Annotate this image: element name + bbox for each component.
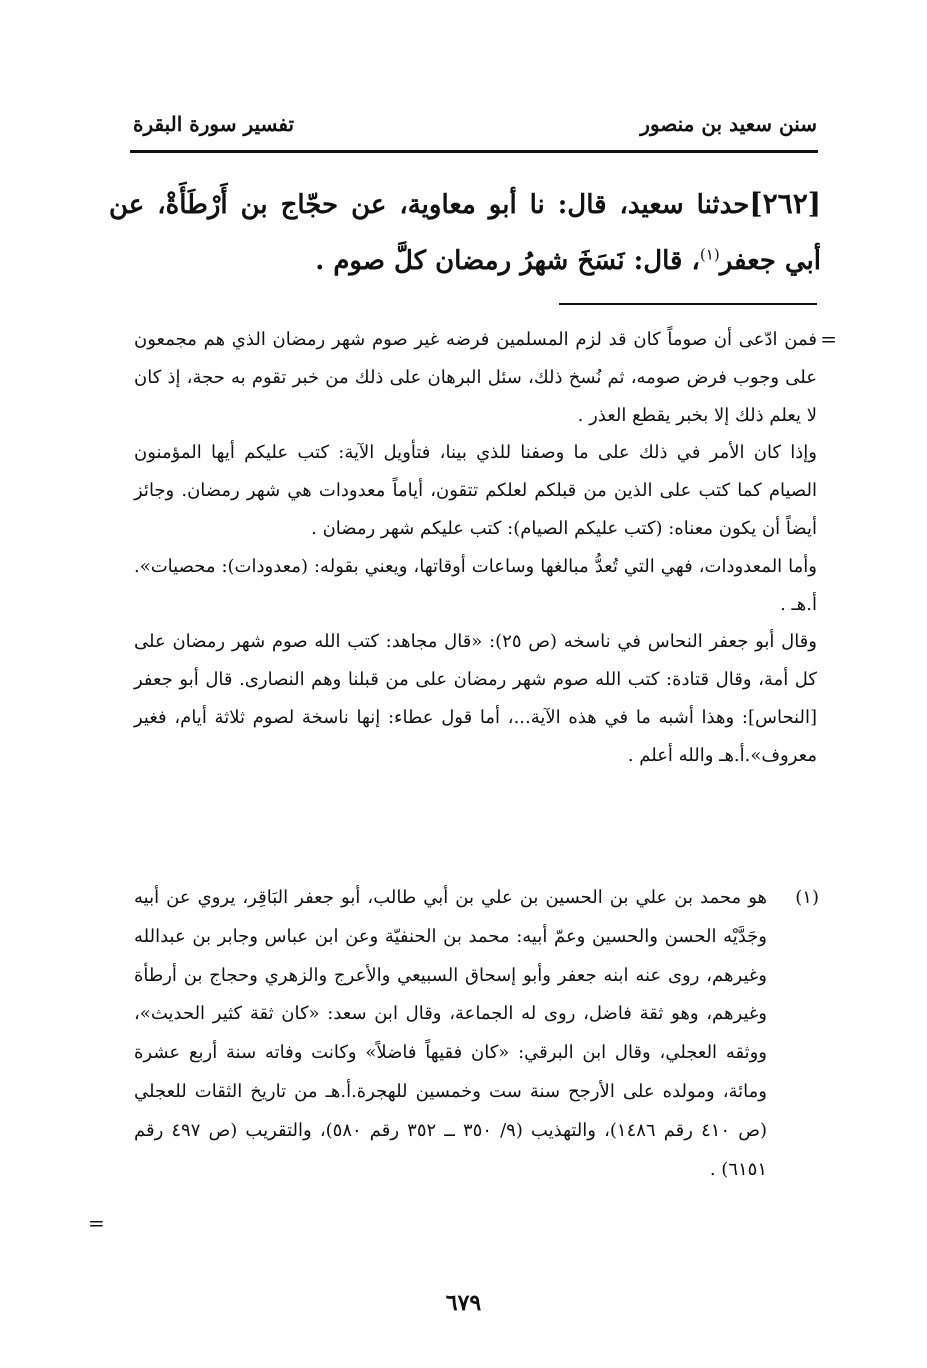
hadith-text <box>109 176 821 289</box>
footnote-separator <box>559 303 817 305</box>
header-rule <box>130 150 818 153</box>
footnotes-continuation <box>134 321 817 775</box>
hadith-matn: نَسَخَ شهرُ رمضان كلَّ صوم <box>333 246 625 276</box>
footnote-paragraph: وقال أبو جعفر النحاس في ناسخه (ص ٢٥): «قال مجاهد: كتب الله صوم شهر رمضان على كل أمة، وقال قتادة: كتب الله صوم شهر رمضان على من قبلنا وهم النصارى. قال أبو جعفر [النحاس]: وهذا أشبه ما في هذه الآية...، أما قول عطاء: إنها ناسخة لصوم ثلاثة أيام، فغير معروف».أ.هـ والله أعلم . <box>134 631 817 766</box>
footnote-paragraph: هو محمد بن علي بن الحسين بن علي بن أبي طالب، أبو جعفر البَاقِر، يروي عن أبيه وجَدَّيْه الحسن والحسين وعمّ أبيه: محمد بن الحنفيّة وعن ابن عباس وجابر بن عبدالله وغيرهم، روى عنه ابنه جعفر وأبو إسحاق السبيعي والأعرج والزهري وحجاج بن أرطأة وغيرهم، وهو ثقة فاضل، روى له الجماعة، وقال ابن سعد: «كان ثقة كثير الحديث»، ووثقه العجلي، وقال ابن البرقي: «كان فقيهاً فاضلاً» وكانت وفاته سنة أربع عشرة ومائة، ومولده على الأرجح سنة ست وخمسين للهجرة.أ.هـ من تاريخ الثقات للعجلي (ص ٤١٠ رقم ١٤٨٦)، والتهذيب (٩/ ٣٥٠ ــ ٣٥٢ رقم ٥٨٠)، والتقريب (ص ٤٩٧ رقم ٦١٥١) . <box>134 887 767 1180</box>
hadith-text-part1: حدثنا سعيد، قال: نا أبو معاوية، عن حجّاج بن أَرْطَأَةْ، عن أبي جعفر <box>109 190 821 276</box>
hadith-number: [٢٦٢] <box>749 187 821 220</box>
page-number: ٦٧٩ <box>445 1290 482 1316</box>
running-head-section-title: تفسير سورة البقرة <box>133 112 295 136</box>
footnote-reference: (١) <box>699 245 720 264</box>
hadith-text-end: . <box>315 246 334 276</box>
footnote-biography <box>134 879 767 1189</box>
footnote-number: (١) <box>795 887 819 908</box>
running-head-book-title: سنن سعيد بن منصور <box>640 112 817 136</box>
footnote-paragraph: وأما المعدودات، فهي التي تُعدُّ مبالغها وساعات أوقاتها، ويعني بقوله: (معدودات): محصيات». أ.هـ . <box>134 555 817 615</box>
hadith-text-part2: ، قال: <box>624 246 700 276</box>
next-page-mark: = <box>88 1211 105 1235</box>
footnote-paragraph: فمن ادّعى أن صوماً كان قد لزم المسلمين فرضه غير صوم شهر رمضان الذي هم مجمعون على وجوب فرض صومه، ثم نُسخ ذلك، سئل البرهان على ذلك من خبر تقوم به حجة، إذ كان لا يعلم ذلك إلا بخبر يقطع العذر . <box>134 329 817 426</box>
footnote-paragraph: وإذا كان الأمر في ذلك على ما وصفنا للذي بينا، فتأويل الآية: كتب عليكم أيها المؤمنون الصيام كما كتب على الذين من قبلكم لعلكم تتقون، أياماً معدودات هي شهر رمضان. وجائز أيضاً أن يكون معناه: (كتب عليكم الصيام): كتب عليكم شهر رمضان . <box>134 442 817 539</box>
continuation-mark: = <box>820 327 837 351</box>
